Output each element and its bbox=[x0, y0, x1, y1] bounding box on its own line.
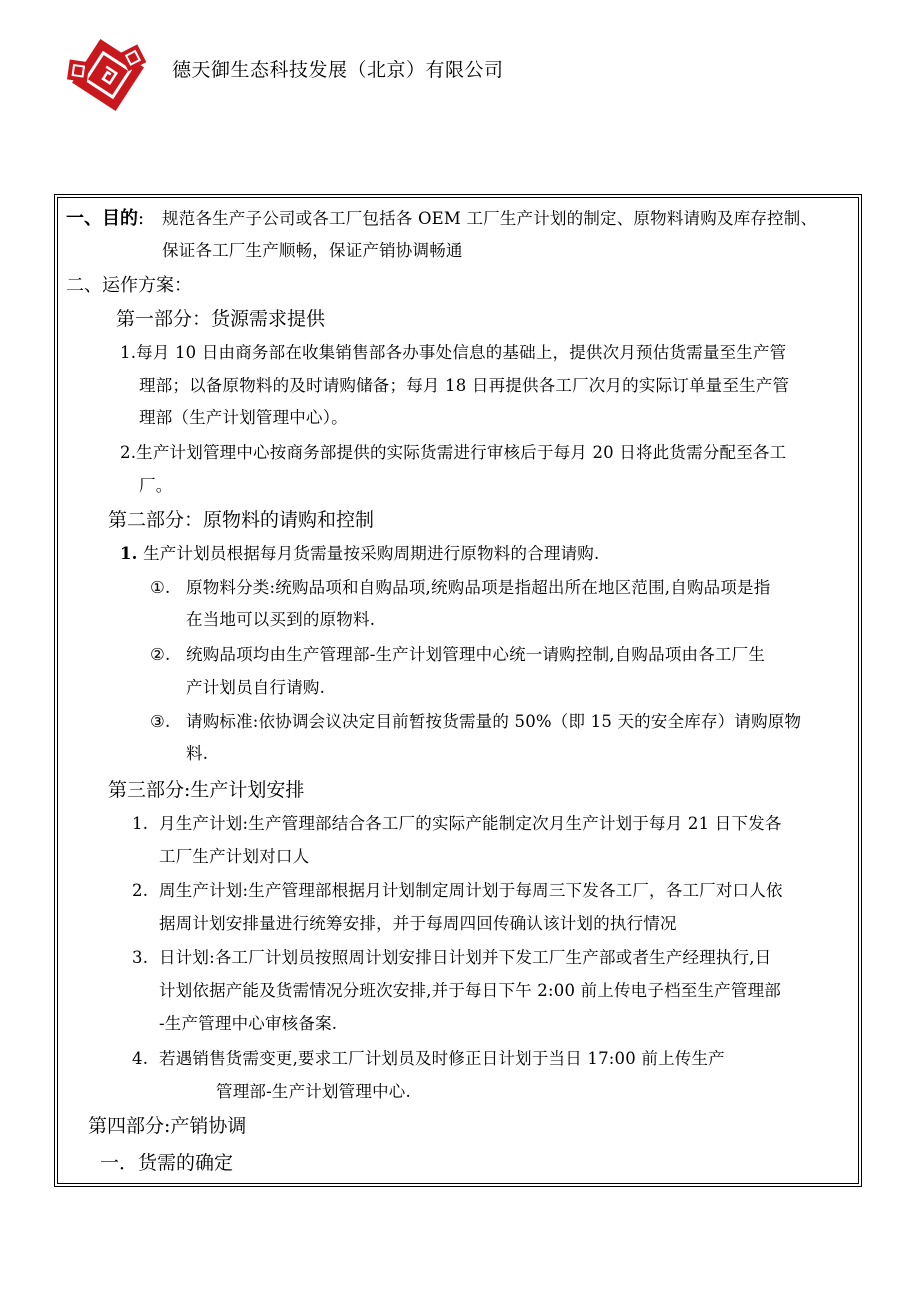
part-2-sub-1-line-1: 原物料分类:统购品项和自购品项,统购品项是指超出所在地区范围,自购品项是指 bbox=[186, 578, 771, 597]
part-3-item-3-line-3: -生产管理中心审核备案. bbox=[159, 1014, 338, 1033]
part-1-item-2-line-2: 厂。 bbox=[139, 476, 173, 495]
part-2-sub-2-marker: ②. bbox=[150, 645, 171, 664]
part-3-item-1-line-1: 月生产计划:生产管理部结合各工厂的实际产能制定次月生产计划于每月 21 日下发各 bbox=[159, 814, 782, 833]
part-1-item-2-line-1: 2.生产计划管理中心按商务部提供的实际货需进行审核后于每月 20 日将此货需分配至各工 bbox=[120, 443, 787, 462]
part-3-item-1-line-2: 工厂生产计划对口人 bbox=[159, 847, 310, 866]
part-1-item-1-line-2: 理部；以备原物料的及时请购储备；每月 18 日再提供各工厂次月的实际订单量至生产管 bbox=[139, 376, 790, 395]
part-2-item-1-text: 生产计划员根据每月货需量按采购周期进行原物料的合理请购. bbox=[143, 544, 600, 563]
part-2-sub-3-line-1: 请购标准:依协调会议决定目前暂按货需量的 50%（即 15 天的安全库存）请购原物 bbox=[186, 712, 802, 731]
part-3-item-2-line-2: 据周计划安排量进行统筹安排，并于每周四回传确认该计划的执行情况 bbox=[159, 914, 677, 933]
part-1-title: 第一部分：货源需求提供 bbox=[116, 308, 326, 330]
part-3-item-2-line-1: 周生产计划:生产管理部根据月计划制定周计划于每周三下发各工厂，各工厂对口人依 bbox=[159, 881, 783, 900]
part-3-item-4-line-2: 管理部-生产计划管理中心. bbox=[216, 1082, 411, 1101]
part-2-title: 第二部分：原物料的请购和控制 bbox=[108, 509, 375, 531]
part-2-sub-1-marker: ①. bbox=[150, 578, 171, 597]
part-2-sub-2-line-2: 产计划员自行请购. bbox=[186, 678, 326, 697]
red-square-seal-logo-icon bbox=[60, 38, 156, 112]
section-1-text-line-2: 保证各工厂生产顺畅，保证产销协调畅通 bbox=[162, 241, 463, 260]
part-1-item-1-line-3: 理部（生产计划管理中心）。 bbox=[139, 408, 348, 427]
part-3-item-3-line-1: 日计划:各工厂计划员按照周计划安排日计划并下发工厂生产部或者生产经理执行,日 bbox=[159, 948, 772, 967]
part-3-item-4-number: 4. bbox=[132, 1049, 149, 1068]
part-3-item-3-line-2: 计划依据产能及货需情况分班次安排,并于每日下午 2:00 前上传电子档至生产管理部 bbox=[159, 981, 781, 1000]
section-1-text-line-1: 规范各生产子公司或各工厂包括各 OEM 工厂生产计划的制定、原物料请购及库存控制、 bbox=[162, 209, 818, 228]
part-4-subtitle: 一．货需的确定 bbox=[100, 1152, 234, 1174]
part-4-title: 第四部分:产销协调 bbox=[88, 1115, 247, 1137]
company-name: 德天御生态科技发展（北京）有限公司 bbox=[172, 59, 504, 81]
part-2-sub-3-marker: ③. bbox=[150, 712, 171, 731]
section-1-colon: : bbox=[138, 208, 145, 229]
section-1-heading bbox=[66, 210, 144, 228]
part-1-item-1-line-1: 1.每月 10 日由商务部在收集销售部各办事处信息的基础上，提供次月预估货需量至生产管 bbox=[120, 343, 787, 362]
part-2-item-1 bbox=[120, 546, 599, 563]
part-2-sub-1-line-2: 在当地可以买到的原物料. bbox=[186, 610, 376, 629]
part-3-item-4-line-1: 若遇销售货需变更,要求工厂计划员及时修正日计划于当日 17:00 前上传生产 bbox=[159, 1049, 725, 1068]
part-2-item-1-number: 1. bbox=[120, 544, 138, 563]
part-3-item-1-number: 1. bbox=[132, 814, 149, 833]
part-2-sub-3-line-2: 料. bbox=[186, 744, 209, 763]
part-2-sub-2-line-1: 统购品项均由生产管理部-生产计划管理中心统一请购控制,自购品项由各工厂生 bbox=[186, 645, 766, 664]
part-3-item-3-number: 3. bbox=[132, 948, 149, 967]
part-3-item-2-number: 2. bbox=[132, 881, 149, 900]
section-2-heading: 二、运作方案： bbox=[66, 275, 192, 296]
section-1-label: 一、目的 bbox=[66, 208, 138, 229]
part-3-title: 第三部分:生产计划安排 bbox=[108, 779, 305, 801]
